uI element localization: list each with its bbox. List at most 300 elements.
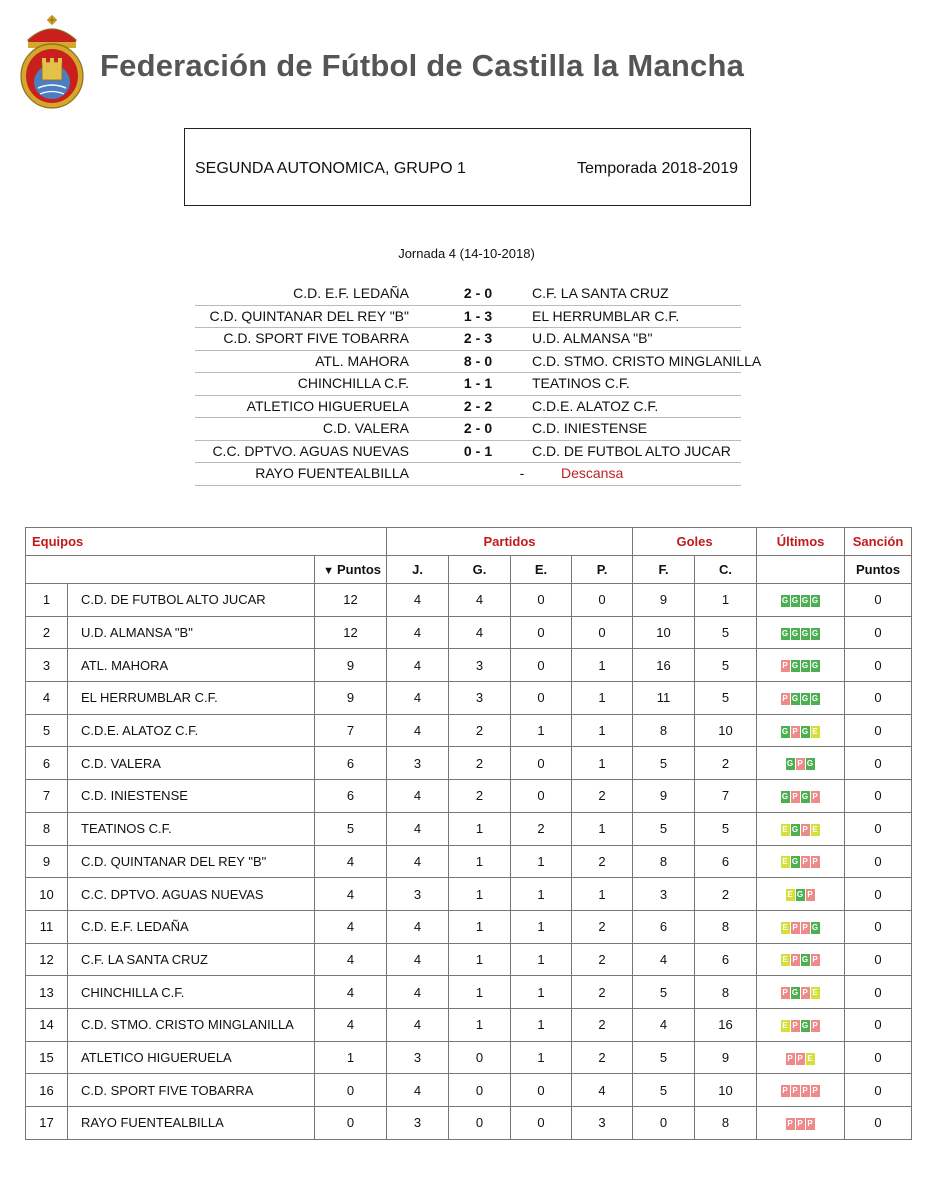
sanction-points-cell: 0	[845, 584, 912, 617]
position-cell: 3	[26, 649, 68, 682]
goals-for-cell: 6	[633, 910, 695, 943]
sanction-points-cell: 0	[845, 1107, 912, 1140]
result-chip: P	[792, 1020, 798, 1030]
played-cell: 4	[387, 845, 449, 878]
team-name-cell[interactable]: C.D. QUINTANAR DEL REY "B"	[68, 845, 315, 878]
result-chip: G	[781, 628, 789, 638]
team-name-cell[interactable]: C.D. DE FUTBOL ALTO JUCAR	[68, 584, 315, 617]
sanction-points-cell: 0	[845, 976, 912, 1009]
goals-for-cell: 4	[633, 943, 695, 976]
table-row	[26, 649, 912, 682]
drawn-cell: 0	[511, 747, 572, 780]
goals-for-cell: 8	[633, 845, 695, 878]
played-cell: 4	[387, 910, 449, 943]
result-chip: G	[801, 1020, 809, 1030]
team-name-cell[interactable]: C.C. DPTVO. AGUAS NUEVAS	[68, 878, 315, 911]
away-goals: 3	[484, 330, 493, 346]
sanction-points-cell: 0	[845, 649, 912, 682]
goals-against-cell: 6	[695, 845, 757, 878]
team-name-cell[interactable]: C.D.E. ALATOZ C.F.	[68, 714, 315, 747]
sanction-points-column-header: Puntos	[845, 556, 912, 584]
results-list	[195, 283, 762, 486]
won-cell: 1	[449, 910, 511, 943]
result-chip: G	[791, 693, 799, 703]
drawn-cell: 1	[511, 1041, 572, 1074]
result-chip: P	[782, 988, 788, 998]
table-row	[26, 682, 912, 715]
lost-cell: 4	[572, 1074, 633, 1107]
won-cell: 1	[449, 1008, 511, 1041]
points-cell: 4	[315, 1008, 387, 1041]
points-cell: 4	[315, 878, 387, 911]
drawn-cell: 0	[511, 682, 572, 715]
competition-name: SEGUNDA AUTONOMICA, GRUPO 1	[195, 160, 466, 177]
goals-against-column-header: C.	[695, 556, 757, 584]
result-chip: E	[787, 890, 793, 900]
table-row	[26, 910, 912, 943]
result-chip: P	[812, 955, 818, 965]
score: 2 - 2	[463, 397, 493, 414]
result-chip: G	[811, 661, 819, 671]
away-goals: 0	[484, 285, 493, 301]
result-chip: G	[801, 955, 809, 965]
team-name-cell[interactable]: ATLETICO HIGUERUELA	[68, 1041, 315, 1074]
result-chip: P	[802, 988, 808, 998]
result-chip: G	[801, 693, 809, 703]
points-cell: 4	[315, 845, 387, 878]
played-cell: 3	[387, 878, 449, 911]
away-goals: 3	[484, 307, 493, 324]
played-cell: 4	[387, 584, 449, 617]
result-row	[195, 441, 741, 464]
score: 2 - 3	[463, 330, 493, 346]
away-team: TEATINOS C.F.	[532, 375, 630, 391]
goals-for-cell: 4	[633, 1008, 695, 1041]
result-chip: P	[802, 857, 808, 867]
team-name-cell[interactable]: C.D. SPORT FIVE TOBARRA	[68, 1074, 315, 1107]
table-row	[26, 584, 912, 617]
goals-for-column-header: F.	[633, 556, 695, 584]
lost-cell: 2	[572, 943, 633, 976]
last-results-cell	[757, 714, 845, 747]
points-cell: 0	[315, 1074, 387, 1107]
points-cell: 6	[315, 780, 387, 813]
last-results-cell	[757, 1074, 845, 1107]
lost-column-header: P.	[572, 556, 633, 584]
result-row	[195, 373, 741, 396]
played-cell: 3	[387, 747, 449, 780]
team-name-cell[interactable]: C.D. STMO. CRISTO MINGLANILLA	[68, 1008, 315, 1041]
points-cell: 7	[315, 714, 387, 747]
result-chip: G	[811, 922, 819, 932]
teams-group-header: Equipos	[26, 528, 387, 556]
drawn-cell: 0	[511, 649, 572, 682]
table-row	[26, 845, 912, 878]
drawn-cell: 2	[511, 812, 572, 845]
team-name-cell[interactable]: C.F. LA SANTA CRUZ	[68, 943, 315, 976]
position-cell: 6	[26, 747, 68, 780]
score: 2 - 0	[463, 420, 493, 436]
result-chip: P	[782, 1086, 788, 1096]
result-chip: G	[811, 693, 819, 703]
result-chip: G	[811, 628, 819, 638]
result-chip: E	[807, 1053, 813, 1063]
position-cell: 13	[26, 976, 68, 1009]
result-chip: P	[792, 726, 798, 736]
last-results-column-header	[757, 556, 845, 584]
last-results-cell	[757, 1107, 845, 1140]
drawn-column-header: E.	[511, 556, 572, 584]
result-chip: G	[796, 890, 804, 900]
won-cell: 2	[449, 747, 511, 780]
table-row	[26, 714, 912, 747]
position-cell: 2	[26, 616, 68, 649]
result-chip: P	[812, 1086, 818, 1096]
away-team: C.F. LA SANTA CRUZ	[532, 285, 669, 301]
team-name-cell[interactable]: ATL. MAHORA	[68, 649, 315, 682]
lost-cell: 2	[572, 1041, 633, 1074]
goals-for-cell: 8	[633, 714, 695, 747]
result-chip: P	[782, 693, 788, 703]
goals-for-cell: 0	[633, 1107, 695, 1140]
goals-against-cell: 1	[695, 584, 757, 617]
goals-for-cell: 9	[633, 584, 695, 617]
away-team: C.D. DE FUTBOL ALTO JUCAR	[532, 442, 731, 459]
goals-against-cell: 2	[695, 747, 757, 780]
lost-cell: 3	[572, 1107, 633, 1140]
lost-cell: 0	[572, 616, 633, 649]
won-cell: 0	[449, 1107, 511, 1140]
result-row	[195, 328, 741, 351]
sanction-points-cell: 0	[845, 747, 912, 780]
result-chip: P	[802, 1086, 808, 1096]
result-chip: E	[782, 955, 788, 965]
team-name-cell[interactable]: U.D. ALMANSA "B"	[68, 616, 315, 649]
home-goals: 1	[463, 375, 472, 391]
won-cell: 2	[449, 780, 511, 813]
position-cell: 8	[26, 812, 68, 845]
goals-for-cell: 5	[633, 747, 695, 780]
position-cell: 9	[26, 845, 68, 878]
sanction-points-cell: 0	[845, 943, 912, 976]
lost-cell: 1	[572, 747, 633, 780]
score: 8 - 0	[463, 352, 493, 369]
result-chip: P	[792, 1086, 798, 1096]
lost-cell: 1	[572, 878, 633, 911]
result-chip: G	[781, 792, 789, 802]
home-goals: 8	[463, 352, 472, 369]
points-cell: 4	[315, 910, 387, 943]
played-cell: 4	[387, 1008, 449, 1041]
won-cell: 3	[449, 682, 511, 715]
points-cell: 5	[315, 812, 387, 845]
table-row	[26, 976, 912, 1009]
drawn-cell: 1	[511, 976, 572, 1009]
position-cell: 11	[26, 910, 68, 943]
position-cell: 4	[26, 682, 68, 715]
sanction-group-header: Sanción	[845, 528, 912, 556]
team-name-cell[interactable]: C.D. VALERA	[68, 747, 315, 780]
played-cell: 4	[387, 714, 449, 747]
drawn-cell: 0	[511, 780, 572, 813]
goals-against-cell: 5	[695, 649, 757, 682]
points-cell: 12	[315, 616, 387, 649]
played-cell: 4	[387, 682, 449, 715]
home-goals: 1	[463, 307, 472, 324]
goals-for-cell: 9	[633, 780, 695, 813]
result-chip: P	[792, 955, 798, 965]
result-chip: P	[797, 759, 803, 769]
goals-for-cell: 5	[633, 1074, 695, 1107]
lost-cell: 2	[572, 976, 633, 1009]
goals-against-cell: 8	[695, 1107, 757, 1140]
result-chip: E	[812, 726, 818, 736]
table-row	[26, 878, 912, 911]
away-goals: 0	[484, 420, 493, 436]
away-team: EL HERRUMBLAR C.F.	[532, 307, 680, 324]
result-chip: E	[812, 824, 818, 834]
team-name-cell[interactable]: CHINCHILLA C.F.	[68, 976, 315, 1009]
sanction-points-cell: 0	[845, 845, 912, 878]
home-team: ATLETICO HIGUERUELA	[246, 397, 409, 414]
home-team: C.D. E.F. LEDAÑA	[293, 285, 409, 301]
federation-title: Federación de Fútbol de Castilla la Mancha	[100, 48, 745, 83]
season-label: Temporada 2018-2019	[576, 160, 738, 177]
home-goals: 2	[463, 285, 472, 301]
drawn-cell: 0	[511, 1074, 572, 1107]
lost-cell: 1	[572, 682, 633, 715]
goals-against-cell: 2	[695, 878, 757, 911]
away-team: C.D. STMO. CRISTO MINGLANILLA	[532, 352, 762, 369]
won-cell: 2	[449, 714, 511, 747]
won-column-header: G.	[449, 556, 511, 584]
result-chip: P	[807, 1118, 813, 1128]
last-results-cell	[757, 943, 845, 976]
last-results-cell	[757, 584, 845, 617]
goals-for-cell: 5	[633, 976, 695, 1009]
score: 1 - 1	[463, 375, 493, 391]
drawn-cell: 1	[511, 910, 572, 943]
result-chip: G	[801, 792, 809, 802]
goals-against-cell: 5	[695, 812, 757, 845]
drawn-cell: 0	[511, 584, 572, 617]
table-row	[26, 1041, 912, 1074]
goals-against-cell: 8	[695, 910, 757, 943]
played-cell: 4	[387, 943, 449, 976]
goals-for-cell: 3	[633, 878, 695, 911]
result-chip: E	[812, 988, 818, 998]
matchday-label: Jornada 4 (14-10-2018)	[398, 246, 535, 261]
goals-against-cell: 5	[695, 616, 757, 649]
result-chip: P	[802, 922, 808, 932]
team-name-cell[interactable]: C.D. E.F. LEDAÑA	[68, 910, 315, 943]
last-results-cell	[757, 845, 845, 878]
table-row	[26, 747, 912, 780]
rest-dash: -	[519, 465, 525, 481]
result-chip: P	[797, 1118, 803, 1128]
played-cell: 3	[387, 1107, 449, 1140]
team-name-cell[interactable]: TEATINOS C.F.	[68, 812, 315, 845]
federation-crest-logo	[18, 12, 86, 110]
home-team: C.D. SPORT FIVE TOBARRA	[223, 330, 409, 346]
points-cell: 4	[315, 976, 387, 1009]
last-results-cell	[757, 780, 845, 813]
points-cell: 1	[315, 1041, 387, 1074]
last-results-cell	[757, 878, 845, 911]
result-chip: P	[787, 1053, 793, 1063]
goals-for-cell: 5	[633, 1041, 695, 1074]
result-chip: P	[792, 792, 798, 802]
position-cell: 17	[26, 1107, 68, 1140]
last-results-group-header: Últimos	[757, 528, 845, 556]
result-chip: P	[812, 857, 818, 867]
won-cell: 4	[449, 616, 511, 649]
goals-for-cell: 16	[633, 649, 695, 682]
sanction-points-cell: 0	[845, 616, 912, 649]
table-row	[26, 616, 912, 649]
home-team: CHINCHILLA C.F.	[297, 375, 409, 391]
away-goals: 1	[484, 442, 493, 459]
sanction-points-cell: 0	[845, 714, 912, 747]
sanction-points-cell: 0	[845, 878, 912, 911]
home-goals: 2	[463, 330, 472, 346]
won-cell: 0	[449, 1074, 511, 1107]
won-cell: 1	[449, 878, 511, 911]
away-goals: 0	[484, 352, 493, 369]
lost-cell: 2	[572, 1008, 633, 1041]
won-cell: 1	[449, 943, 511, 976]
away-goals: 1	[484, 375, 493, 391]
team-name-cell[interactable]: C.D. INIESTENSE	[68, 780, 315, 813]
result-chip: G	[801, 661, 809, 671]
result-chip: P	[792, 922, 798, 932]
result-chip: E	[782, 824, 788, 834]
lost-cell: 1	[572, 714, 633, 747]
table-row	[26, 1008, 912, 1041]
drawn-cell: 1	[511, 714, 572, 747]
lost-cell: 2	[572, 910, 633, 943]
goals-group-header: Goles	[633, 528, 757, 556]
goals-for-cell: 11	[633, 682, 695, 715]
drawn-cell: 1	[511, 943, 572, 976]
won-cell: 4	[449, 584, 511, 617]
score: 1 - 3	[463, 307, 493, 324]
goals-for-cell: 5	[633, 812, 695, 845]
position-cell: 15	[26, 1041, 68, 1074]
position-cell: 10	[26, 878, 68, 911]
competition-box	[184, 128, 751, 206]
result-chip: G	[801, 628, 809, 638]
goals-against-cell: 10	[695, 1074, 757, 1107]
sanction-points-cell: 0	[845, 780, 912, 813]
score: 2 - 0	[463, 285, 493, 301]
table-row	[26, 812, 912, 845]
away-team: U.D. ALMANSA "B"	[532, 330, 653, 346]
points-cell: 4	[315, 943, 387, 976]
home-goals: 2	[463, 420, 472, 436]
position-cell: 16	[26, 1074, 68, 1107]
result-chip: P	[812, 792, 818, 802]
drawn-cell: 0	[511, 616, 572, 649]
lost-cell: 1	[572, 812, 633, 845]
home-team: C.C. DPTVO. AGUAS NUEVAS	[212, 442, 409, 459]
table-row	[26, 1074, 912, 1107]
result-chip: P	[802, 824, 808, 834]
played-cell: 4	[387, 976, 449, 1009]
played-cell: 3	[387, 1041, 449, 1074]
goals-against-cell: 7	[695, 780, 757, 813]
lost-cell: 1	[572, 649, 633, 682]
played-cell: 4	[387, 780, 449, 813]
away-goals: 2	[484, 397, 493, 414]
standings-table	[25, 527, 912, 1140]
points-column-header[interactable]	[315, 556, 387, 584]
resting-team: RAYO FUENTEALBILLA	[255, 465, 409, 481]
result-chip: P	[787, 1118, 793, 1128]
last-results-cell	[757, 747, 845, 780]
score: 0 - 1	[463, 442, 493, 459]
last-results-cell	[757, 1008, 845, 1041]
result-chip: E	[782, 857, 788, 867]
goals-against-cell: 10	[695, 714, 757, 747]
drawn-cell: 1	[511, 845, 572, 878]
result-chip: G	[801, 726, 809, 736]
home-team: C.D. VALERA	[322, 420, 409, 436]
result-chip: G	[786, 759, 794, 769]
result-chip: G	[781, 595, 789, 605]
away-team: C.D.E. ALATOZ C.F.	[532, 397, 659, 414]
home-team: ATL. MAHORA	[315, 352, 409, 369]
matches-group-header: Partidos	[387, 528, 633, 556]
result-row	[195, 283, 741, 306]
rest-label: Descansa	[561, 465, 624, 481]
drawn-cell: 1	[511, 878, 572, 911]
standings-body	[26, 584, 912, 1140]
lost-cell: 2	[572, 780, 633, 813]
played-cell: 4	[387, 649, 449, 682]
played-cell: 4	[387, 812, 449, 845]
goals-for-cell: 10	[633, 616, 695, 649]
result-chip: E	[782, 1020, 788, 1030]
won-cell: 1	[449, 812, 511, 845]
result-row	[195, 351, 762, 374]
sanction-points-cell: 0	[845, 1008, 912, 1041]
sanction-points-cell: 0	[845, 910, 912, 943]
goals-against-cell: 16	[695, 1008, 757, 1041]
result-chip: P	[807, 890, 813, 900]
last-results-cell	[757, 976, 845, 1009]
position-cell: 5	[26, 714, 68, 747]
won-cell: 1	[449, 845, 511, 878]
result-chip: P	[797, 1053, 803, 1063]
table-row	[26, 780, 912, 813]
result-chip: G	[806, 759, 814, 769]
result-chip: G	[791, 595, 799, 605]
home-goals: 2	[463, 397, 472, 414]
goals-against-cell: 5	[695, 682, 757, 715]
result-chip: P	[782, 661, 788, 671]
lost-cell: 2	[572, 845, 633, 878]
team-name-cell[interactable]: RAYO FUENTEALBILLA	[68, 1107, 315, 1140]
sanction-points-cell: 0	[845, 812, 912, 845]
result-chip: G	[791, 857, 799, 867]
last-results-cell	[757, 812, 845, 845]
home-team: C.D. QUINTANAR DEL REY "B"	[209, 307, 409, 324]
won-cell: 0	[449, 1041, 511, 1074]
team-name-cell[interactable]: EL HERRUMBLAR C.F.	[68, 682, 315, 715]
lost-cell: 0	[572, 584, 633, 617]
points-cell: 12	[315, 584, 387, 617]
